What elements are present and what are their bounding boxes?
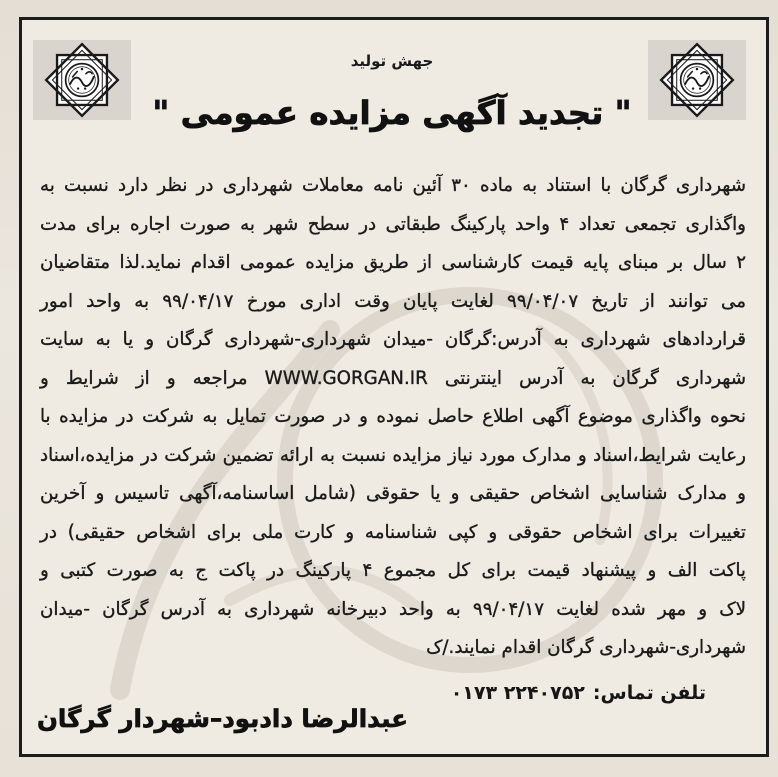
municipality-emblem-right (648, 40, 746, 120)
body-line: نحوه واگذاری موضوع آگهی اطلاع حاصل نموده و در صورت تمایل به شرکت در مزایده با (40, 406, 746, 427)
body-line: و مدارک شناسایی اشخاص حقیقی و یا حقوقی (شامل اساسنامه،آگهی تاسیس و آخرین (40, 483, 746, 504)
municipality-emblem-left (33, 40, 131, 120)
slogan: جهش تولید (350, 52, 434, 70)
notice-title: " تجدید آگهی مزایده عمومی " (152, 94, 632, 132)
signature: عبدالرضا دادبود–شهردار گرگان (37, 704, 409, 733)
gorgan-emblem-icon (43, 41, 121, 119)
body-line: قراردادهای شهرداری به آدرس:گرگان -میدان شهرداری-شهرداری گرگان و یا به سایت (40, 329, 746, 350)
body-line: لاک و مهر شده لغایت ۹۹/۰۴/۱۷ به واحد دبیرخانه شهرداری به آدرس گرگان -میدان (40, 598, 746, 620)
body-line: رعایت شرایط،اسناد و مدارک مورد نیاز مزایده نسبت به ارائه تضمین شرکت در مزایده،اسناد (40, 444, 746, 466)
notice-body (40, 167, 746, 668)
body-line: شهرداری گرگان به آدرس اینترنتی WWW.GORGAN.IR مراجعه و از شرایط و (40, 367, 747, 389)
body-line: ۲ سال بر مبنای پایه قیمت کارشناسی از طریق مزایده عمومی اقدام نماید.لذا متقاضیان (40, 252, 746, 273)
body-line: شهرداری گرگان با استناد به ماده ۳۰ آئین نامه معاملات شهرداری در نظر دارد نسبت به (40, 175, 746, 196)
phone-row (451, 678, 706, 708)
gorgan-emblem-icon (658, 41, 736, 119)
phone-number: ۰۱۷۳ ۲۲۴۰۷۵۲ (450, 682, 585, 704)
body-line: پاکت الف و پیشنهاد قیمت برای کل مجموع ۴ پارکینگ در پاکت ج به صورت کتبی و (40, 560, 746, 581)
body-line: تغییرات برای اشخاص حقوقی و کپی شناسنامه و کارت ملی برای اشخاص حقیقی) در (40, 521, 746, 543)
body-line: می توانند از تاریخ ۹۹/۰۴/۰۷ لغایت پایان وقت اداری مورخ ۹۹/۰۴/۱۷ به واحد امور (40, 290, 746, 312)
body-line: شهرداری-شهرداری گرگان اقدام نمایند./ک (426, 637, 746, 658)
phone-label: تلفن تماس: (592, 682, 706, 704)
body-line: واگذاری تجمعی تعداد ۴ واحد پارکینگ طبقاتی در سطح شهر به صورت اجاره برای مدت (40, 213, 746, 235)
